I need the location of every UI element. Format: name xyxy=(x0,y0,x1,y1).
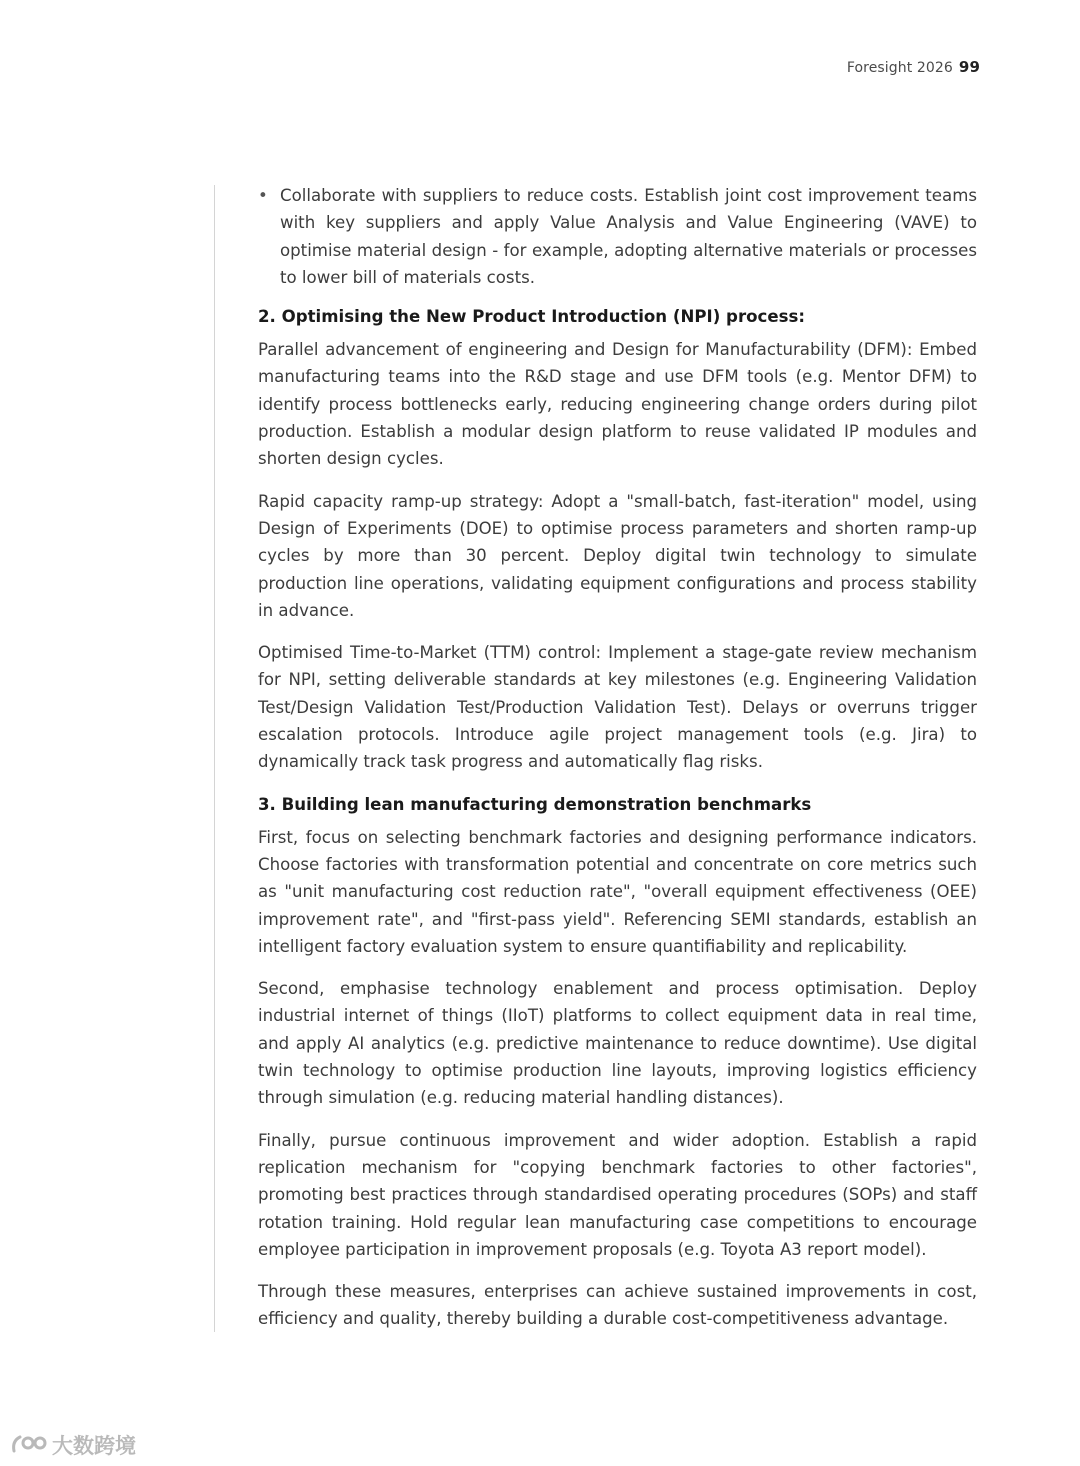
publication-title: Foresight 2026 xyxy=(846,60,953,76)
paragraph-ttm: Optimised Time-to-Market (TTM) control: Implement a stage-gate review mechanism for NPI, setting deliverable standards at key milestones (e.g. Engineering Validation Test/Design Validation Test/Production Validation Test). Delays or overruns trigger escalation protocols. Introduce agile project management tools (e.g. Jira) to dynamically track task progress and automatically flag risks. xyxy=(258,643,977,772)
page-header xyxy=(847,58,980,76)
logo-icon xyxy=(10,1431,48,1459)
paragraph-ramp-up: Rapid capacity ramp-up strategy: Adopt a "small-batch, fast-iteration" model, using Design of Experiments (DOE) to optimise process parameters and shorten ramp-up cycles by more than 30 percent. Deploy digital twin technology to simulate production line operations, validating equipment configurations and process stability in advance. xyxy=(258,491,977,620)
margin-rule xyxy=(214,185,215,1332)
paragraph-first: First, focus on selecting benchmark factories and designing performance indicators. Choose factories with transformation potential and concentrate on core metrics such as "unit manufacturing cost reduction rate", "overall equipment effectiveness (OEE) improvement rate", and "first-pass yield". Referencing SEMI standards, establish an intelligent factory evaluation system to ensure quantifiability and replicability. xyxy=(258,827,977,956)
watermark-text: 大数跨境 xyxy=(52,1434,136,1458)
bullet-item xyxy=(258,182,977,291)
bullet-dot-icon: • xyxy=(258,186,268,205)
bullet-text: Collaborate with suppliers to reduce costs. Establish joint cost improvement teams with key suppliers and apply Value Analysis and Value Engineering (VAVE) to optimise material design - for example, adopting alternative materials or processes to lower bill of materials costs. xyxy=(280,186,977,287)
paragraph-second: Second, emphasise technology enablement and process optimisation. Deploy industrial internet of things (IIoT) platforms to collect equipment data in real time, and apply AI analytics (e.g. predictive maintenance to reduce downtime). Use digital twin technology to optimise production line layouts, improving logistics efficiency through simulation (e.g. reducing material handling distances). xyxy=(258,979,977,1108)
paragraph-dfm: Parallel advancement of engineering and Design for Manufacturability (DFM): Embed manufacturing teams into the R&D stage and use DFM tools (e.g. Mentor DFM) to identify process bottlenecks early, reducing engineering change orders during pilot production. Establish a modular design platform to reuse validated IP modules and shorten design cycles. xyxy=(258,340,977,469)
article-body xyxy=(258,182,977,1348)
page-number: 99 xyxy=(958,58,980,76)
paragraph-conclusion: Through these measures, enterprises can achieve sustained improvements in cost, efficiency and quality, thereby building a durable cost-competitiveness advantage. xyxy=(258,1282,977,1329)
watermark xyxy=(10,1430,136,1460)
section-heading-lean: 3. Building lean manufacturing demonstration benchmarks xyxy=(258,794,812,814)
section-heading-npi: 2. Optimising the New Product Introduction (NPI) process: xyxy=(258,307,806,327)
paragraph-finally: Finally, pursue continuous improvement and wider adoption. Establish a rapid replication mechanism for "copying benchmark factories to other factories", promoting best practices through standardised operating procedures (SOPs) and staff rotation training. Hold regular lean manufacturing case competitions to encourage employee participation in improvement proposals (e.g. Toyota A3 report model). xyxy=(258,1130,977,1259)
